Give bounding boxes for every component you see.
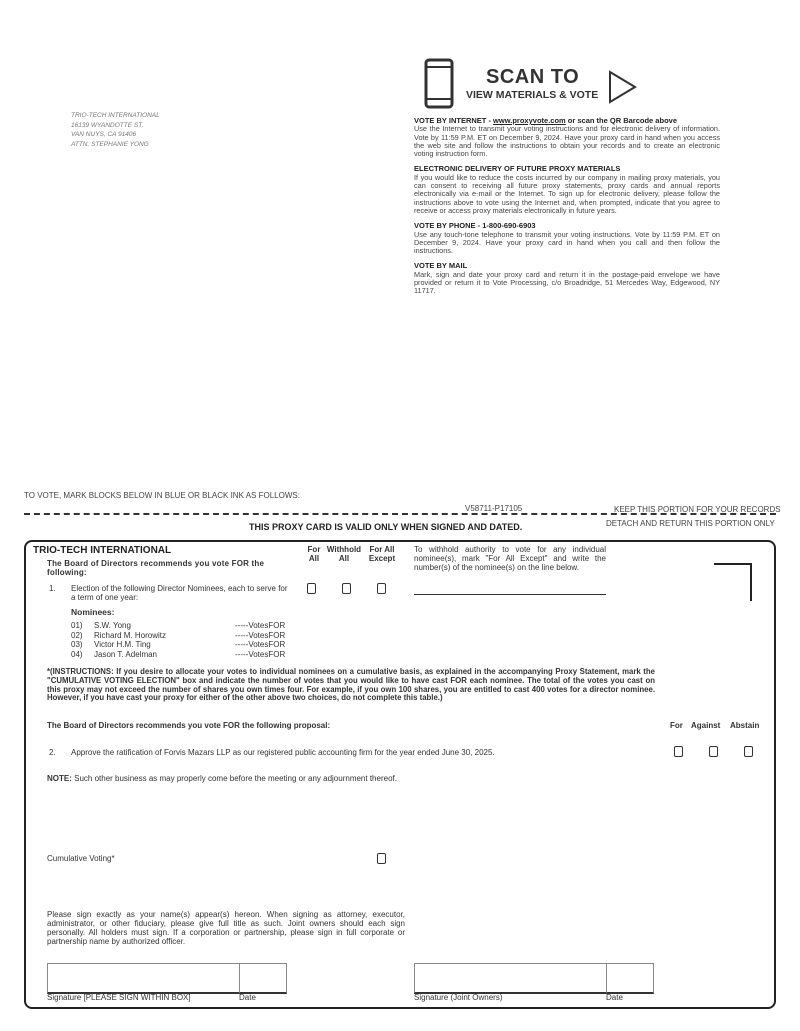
joint-date-box[interactable] bbox=[606, 963, 654, 994]
keep-portion-label: KEEP THIS PORTION FOR YOUR RECORDS bbox=[614, 505, 781, 514]
cumulative-voting-checkbox[interactable] bbox=[377, 853, 386, 864]
withhold-instructions: To withhold authority to vote for any individual nominee(s), mark "For All Except" and write the number(s) of the nominee(s) on the line below. bbox=[414, 545, 606, 572]
nominee-row bbox=[71, 640, 291, 650]
nominee-num: 03) bbox=[71, 640, 83, 649]
mail-heading: VOTE BY MAIL bbox=[414, 261, 468, 271]
edelivery-heading: ELECTRONIC DELIVERY OF FUTURE PROXY MATERIALS bbox=[414, 164, 621, 174]
withhold-all-checkbox[interactable] bbox=[342, 583, 351, 594]
mail-body: Mark, sign and date your proxy card and return it in the postage-paid envelope we have provided or return it to Vote Processing, c/o Broadridge, 51 Mercedes Way, Edgewood, NY 11717. bbox=[414, 269, 720, 296]
signature-label: Signature [PLEASE SIGN WITHIN BOX] bbox=[47, 993, 191, 1002]
nominee-list bbox=[71, 621, 291, 659]
internet-heading-suffix: or scan the QR Barcode above bbox=[565, 116, 677, 125]
item2-against-checkbox[interactable] bbox=[709, 746, 718, 757]
note-label: NOTE: bbox=[47, 774, 72, 783]
scan-title: SCAN TO bbox=[486, 66, 580, 88]
nominee-votes[interactable]: -----VotesFOR bbox=[235, 640, 286, 649]
nominee-row bbox=[71, 621, 291, 631]
phone-icon bbox=[424, 58, 456, 110]
date-box[interactable] bbox=[239, 963, 287, 994]
item1-text: Election of the following Director Nominees, each to serve for a term of one year: bbox=[71, 584, 288, 602]
nominee-row bbox=[71, 650, 291, 660]
scan-banner bbox=[424, 58, 644, 110]
address-line: 16139 WYANDOTTE ST. bbox=[71, 121, 144, 129]
item2-abstain-checkbox[interactable] bbox=[744, 746, 753, 757]
detach-portion-label: DETACH AND RETURN THIS PORTION ONLY bbox=[606, 519, 775, 528]
phone-heading: VOTE BY PHONE - 1-800-690-6903 bbox=[414, 221, 536, 231]
board-recommendation-2: The Board of Directors recommends you vote FOR the following proposal: bbox=[47, 721, 331, 730]
edelivery-body: If you would like to reduce the costs incurred by our company in mailing proxy materials, you can consent to receiving all future proxy statements, proxy cards and annual reports electronically via e-mail or the Internet. To sign up for electronic delivery, please follow the instructions above to vote using the Internet and, when prompted, indicate that you agree to receive or access proxy materials electronically in future years. bbox=[414, 172, 720, 215]
col-withhold-all: Withhold All bbox=[326, 545, 362, 563]
item2-text: Approve the ratification of Forvis Mazars LLP as our registered public accounting firm for the year ended June 30, 2025. bbox=[71, 748, 495, 757]
voting-instructions bbox=[414, 117, 720, 303]
control-code: V58711-P17105 bbox=[465, 504, 523, 513]
signing-instructions: Please sign exactly as your name(s) appear(s) hereon. When signing as attorney, executor, administrator, or other fiduciary, please give full title as such. Joint owners should each sign personally. All holders must sign. If a corporation or partnership, please sign in full corporate or partnership name by authorized officer. bbox=[47, 910, 405, 946]
nominee-votes[interactable]: -----VotesFOR bbox=[235, 621, 286, 630]
nominee-num: 04) bbox=[71, 649, 83, 659]
nominee-votes[interactable]: -----VotesFOR bbox=[235, 630, 286, 640]
nominee-name: Jason T. Adelman bbox=[94, 649, 158, 659]
for-all-checkbox[interactable] bbox=[307, 583, 316, 594]
address-line: VAN NUYS, CA 91406 bbox=[71, 131, 137, 138]
nominee-name: Victor H.M. Ting bbox=[94, 640, 151, 649]
col-abstain: Abstain bbox=[730, 721, 760, 730]
nominee-name: S.W. Yong bbox=[94, 621, 131, 630]
col-for-all: For All bbox=[307, 545, 321, 563]
for-all-except-checkbox[interactable] bbox=[377, 583, 386, 594]
item2-number: 2. bbox=[49, 748, 56, 757]
nominee-name: Richard M. Horowitz bbox=[94, 630, 167, 640]
joint-date-label: Date bbox=[606, 993, 623, 1002]
valid-notice: THIS PROXY CARD IS VALID ONLY WHEN SIGNED AND DATED. bbox=[249, 522, 523, 532]
proxyvote-link[interactable]: www.proxyvote.com bbox=[493, 116, 566, 125]
detach-line bbox=[24, 513, 776, 515]
internet-body: Use the Internet to transmit your voting instructions and for electronic delivery of information. Vote by 11:59 P.M. ET on December 9, 2024. Have your proxy card in hand when you access the web site and follow the instructions to obtain your records and to create an electronic voting instruction form. bbox=[414, 124, 720, 159]
note-text: Such other business as may properly come before the meeting or any adjournment thereof. bbox=[71, 774, 397, 783]
phone-body: Use any touch-tone telephone to transmit your voting instructions. Vote by 11:59 P.M. ET on December 9, 2024. Have your proxy card in hand when you call and then follow the instructions. bbox=[414, 229, 720, 256]
date-label: Date bbox=[239, 993, 256, 1002]
cumulative-voting-label: Cumulative Voting* bbox=[47, 854, 115, 863]
item2-for-checkbox[interactable] bbox=[674, 746, 683, 757]
company-name: TRIO-TECH INTERNATIONAL bbox=[33, 545, 172, 556]
joint-signature-box[interactable] bbox=[414, 963, 607, 994]
nominee-num: 01) bbox=[71, 621, 83, 630]
address-line: ATTN. STEPHANIE YONG bbox=[71, 140, 149, 148]
nominee-num: 02) bbox=[71, 630, 83, 640]
play-arrow-icon bbox=[608, 70, 638, 104]
address-line: TRIO-TECH INTERNATIONAL bbox=[71, 112, 160, 119]
item1-number: 1. bbox=[49, 584, 56, 593]
mark-instruction: TO VOTE, MARK BLOCKS BELOW IN BLUE OR BLACK INK AS FOLLOWS: bbox=[24, 491, 300, 500]
internet-heading-text: VOTE BY INTERNET - bbox=[414, 116, 494, 125]
return-address bbox=[71, 111, 160, 149]
col-for: For bbox=[670, 721, 683, 730]
cumulative-instructions: *(INSTRUCTIONS: If you desire to allocate your votes to individual nominees on a cumulative basis, as explained in the accompanying Proxy Statement, mark the "CUMULATIVE VOTING ELECTION" box and indicate the number of votes that you would like to have cast FOR each nominee. The total of the votes you cast on this proxy may not exceed the number of shares you own times four. For example, if you own 100 shares, you are entitled to cast 400 votes for a director nominee. However, if you have cast your proxy for either of the other above two choices, do not complete this table.) bbox=[47, 667, 655, 703]
signature-box[interactable] bbox=[47, 963, 240, 994]
corner-mark bbox=[714, 563, 752, 601]
col-for-all-except: For All Except bbox=[368, 545, 396, 563]
nominee-votes[interactable]: -----VotesFOR bbox=[235, 649, 286, 659]
scan-subtitle: VIEW MATERIALS & VOTE bbox=[466, 89, 599, 101]
board-recommendation-1: The Board of Directors recommends you vote FOR the following: bbox=[47, 559, 265, 577]
joint-signature-label: Signature (Joint Owners) bbox=[414, 993, 503, 1002]
col-against: Against bbox=[691, 721, 721, 730]
except-numbers-line[interactable] bbox=[414, 594, 606, 595]
nominee-row bbox=[71, 631, 291, 641]
nominees-label: Nominees: bbox=[71, 607, 115, 617]
note bbox=[47, 774, 397, 783]
